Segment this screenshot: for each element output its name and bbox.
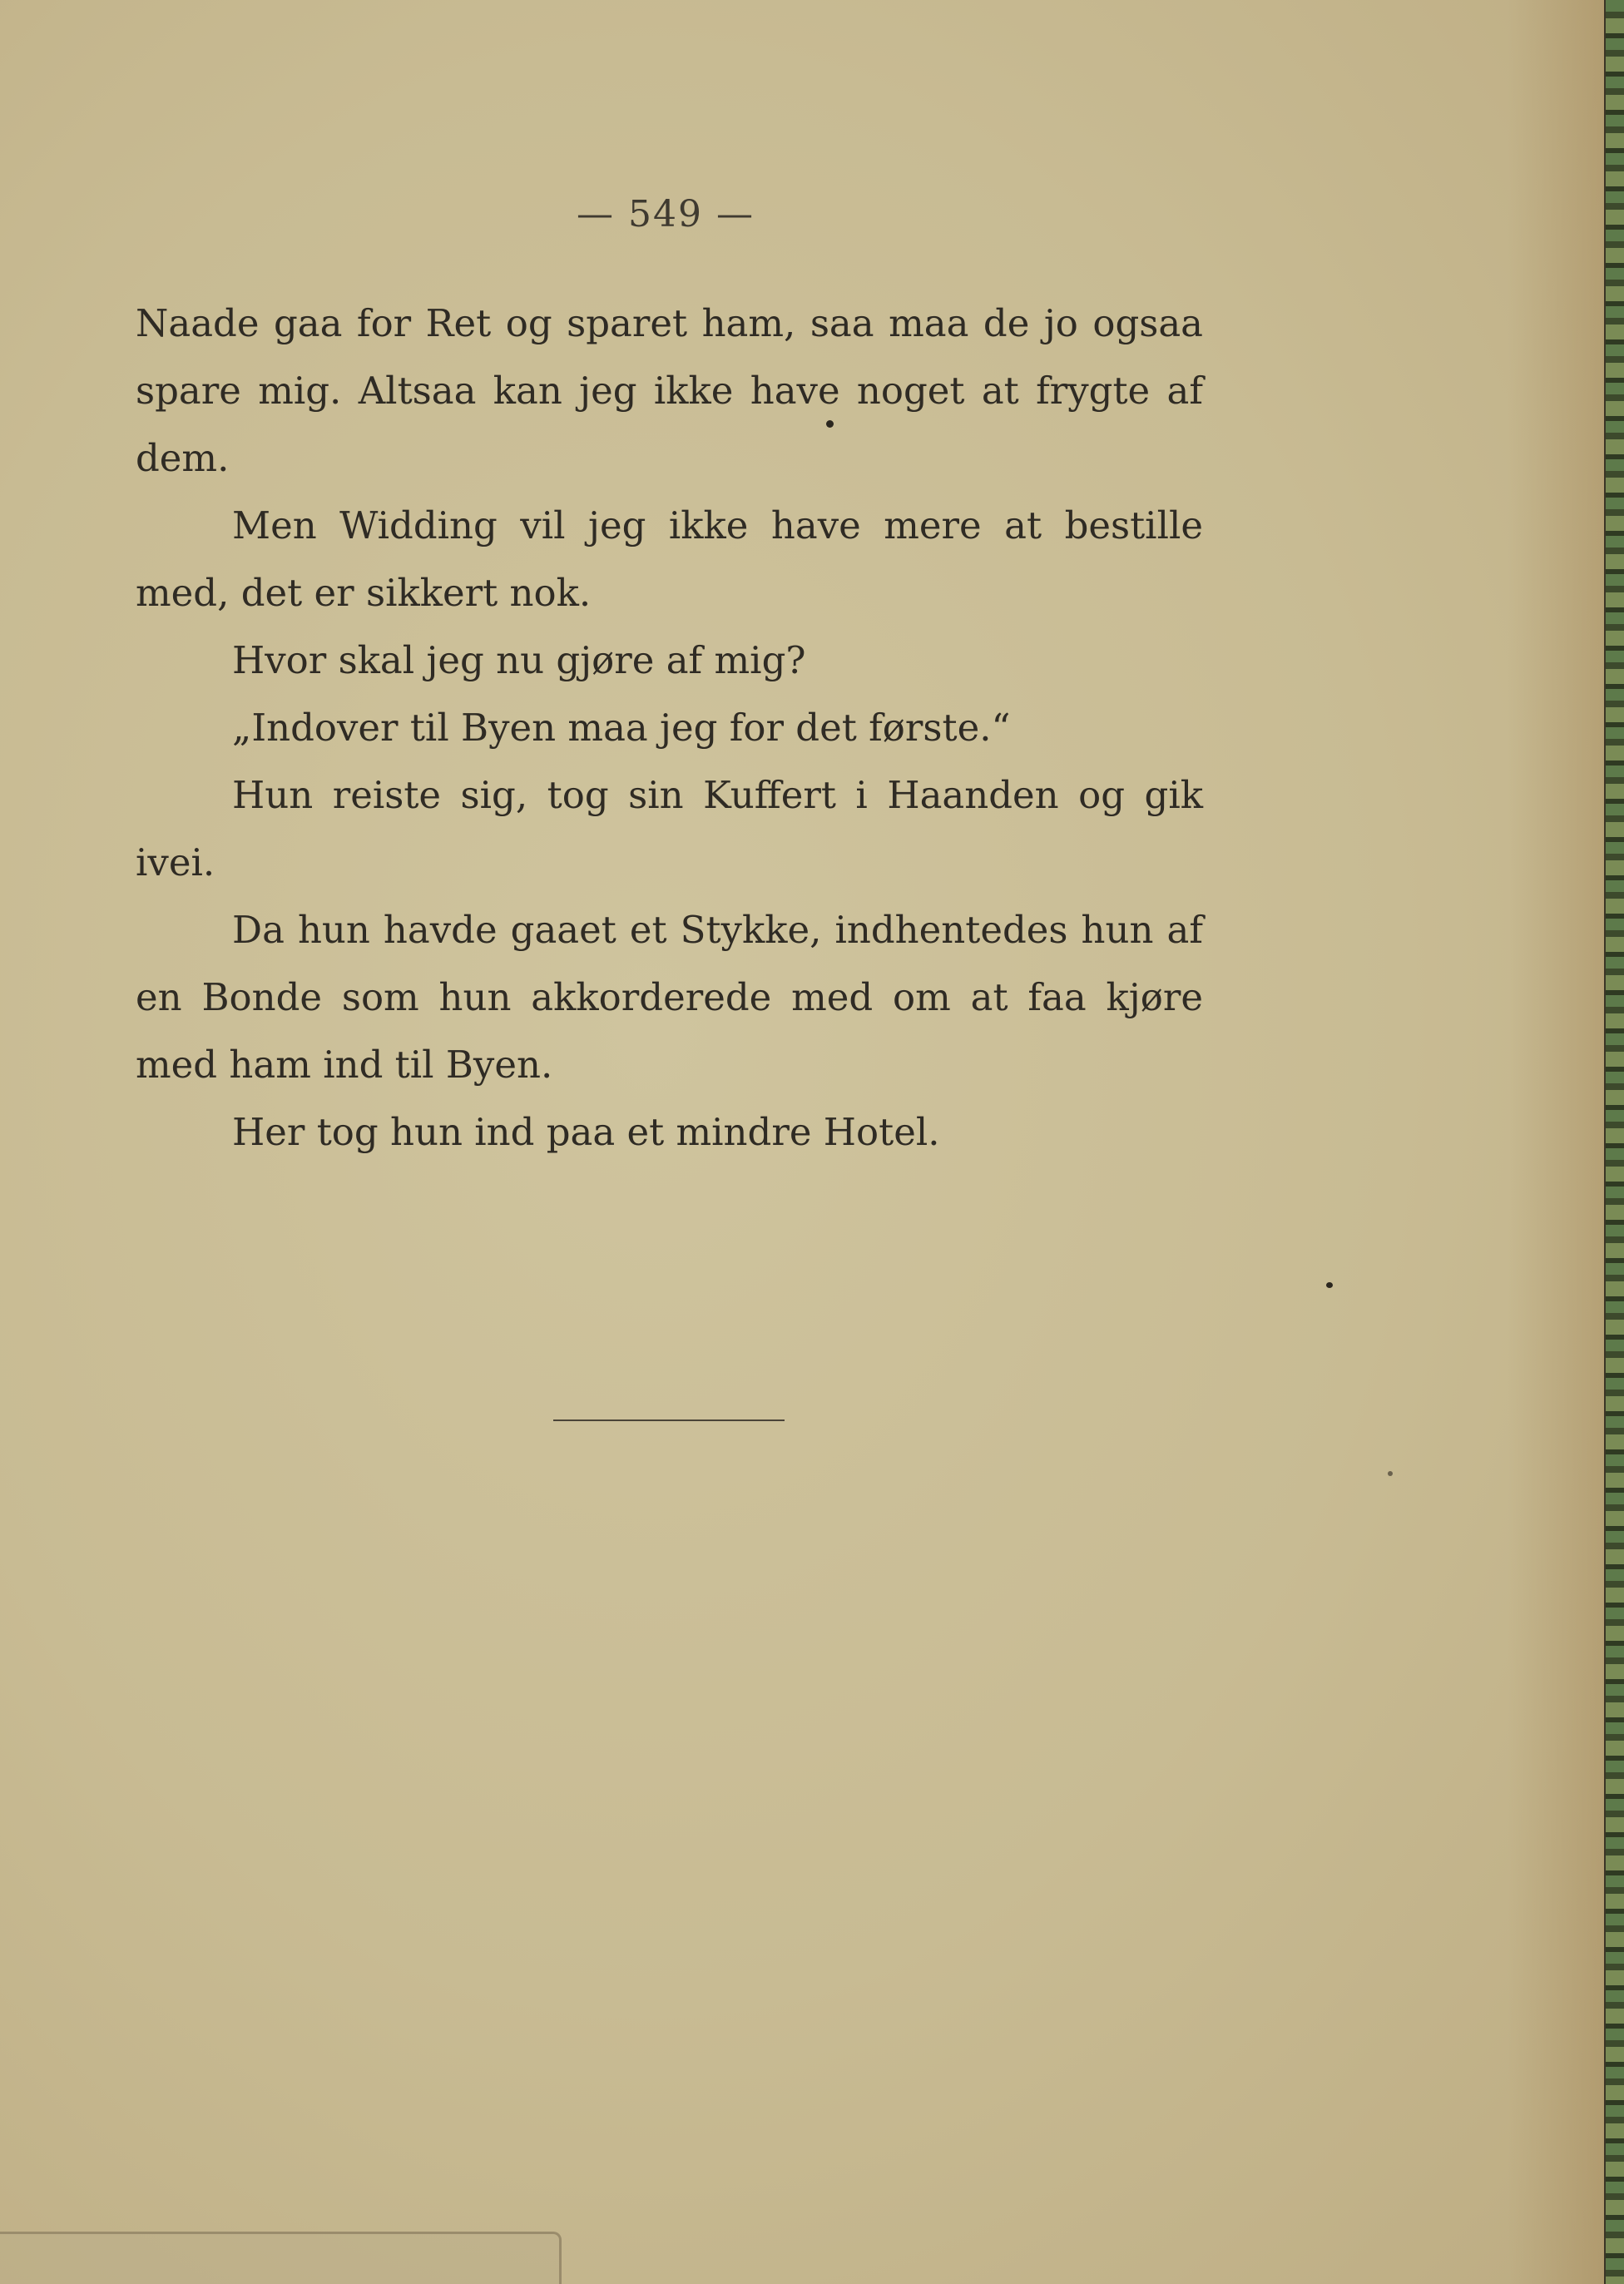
paper-speck	[826, 420, 834, 428]
book-binding-edge	[1604, 0, 1624, 2284]
paragraph-1: Naade gaa for Ret og sparet ham, saa maa de jo ogsaa spare mig. Altsaa kan jeg ikke have noget at frygte af dem.	[136, 301, 1203, 480]
paper-speck	[1388, 1471, 1393, 1476]
page-edge-shadow	[1508, 0, 1607, 2284]
paragraph-7: Her tog hun ind paa et mindre Hotel.	[232, 1110, 940, 1154]
end-of-chapter-rule	[553, 1419, 785, 1421]
body-text	[136, 290, 1203, 1166]
paragraph-6: Da hun havde gaaet et Stykke, indhentedes hun af en Bonde som hun akkorderede med om at faa kjøre med ham ind til Byen.	[136, 908, 1203, 1087]
paragraph-3: Hvor skal jeg nu gjøre af mig?	[232, 638, 806, 682]
paragraph-4: „Indover til Byen maa jeg for det første.“	[232, 706, 1011, 750]
paper-speck	[1326, 1282, 1333, 1288]
page-number: — 549 —	[577, 193, 755, 235]
paragraph-5: Hun reiste sig, tog sin Kuffert i Haanden og gik ivei.	[136, 773, 1203, 884]
scan-page-tab	[0, 2232, 562, 2284]
paragraph-2: Men Widding vil jeg ikke have mere at bestille med, det er sikkert nok.	[136, 503, 1203, 615]
